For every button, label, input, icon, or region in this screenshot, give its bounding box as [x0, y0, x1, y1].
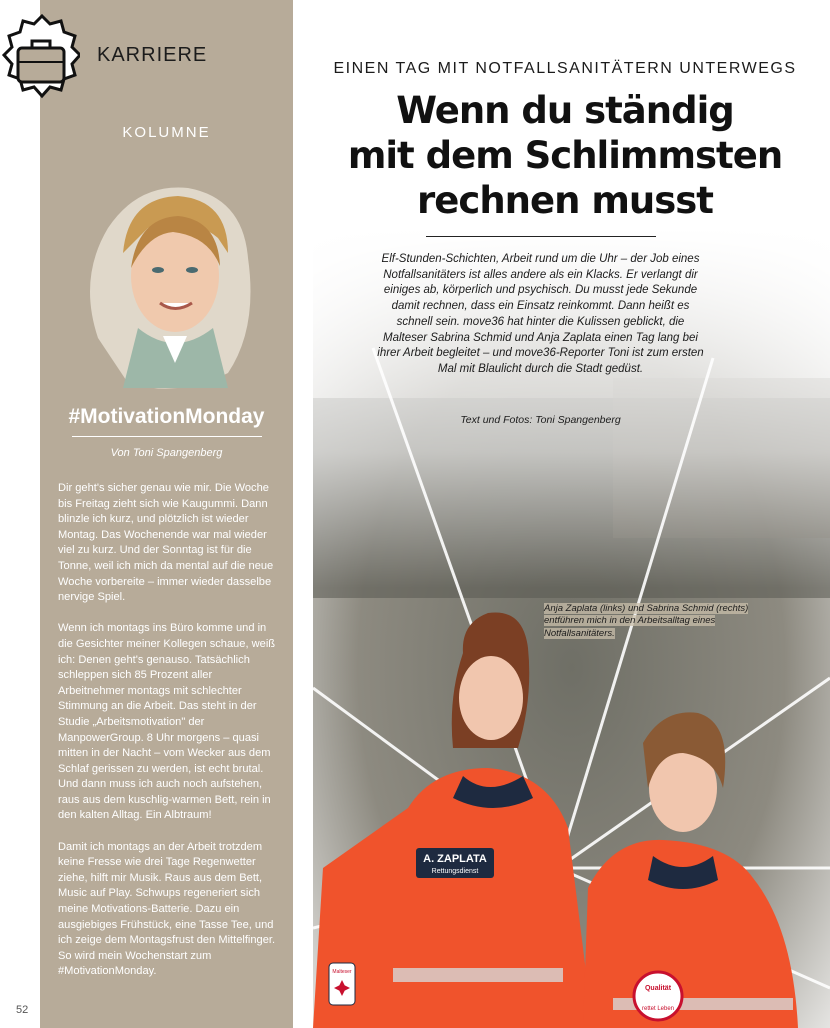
malteser-patch	[329, 963, 355, 1005]
headline-divider	[426, 236, 656, 237]
name-tag-name: A. ZAPLATA	[423, 853, 487, 865]
malteser-patch-label: Malteser	[332, 969, 352, 975]
headline-line: rechnen musst	[417, 179, 713, 222]
column-paragraph: Damit ich montags an der Arbeit trotzdem keine Fresse wie drei Tage Regenwetter ziehe, hilft mir Musik. Raus aus dem Bett, Music auf Play. Schwups regeneriert sich meine Motivations-Batterie. Dazu ein ausgiebiges Frühstück, eine Tasse Tee, und ich zeige dem Montagsfrust den Mittelfinger. So wird mein Wochenstart zum #MotivationMonday.	[58, 840, 276, 978]
section-badge	[0, 8, 80, 104]
quality-patch-sub: rettet Leben	[641, 1006, 675, 1012]
briefcase-icon	[18, 41, 64, 82]
article-intro: Elf-Stunden-Schichten, Arbeit rund um die Uhr – der Job eines Notfallsanitäters ist alles andere als ein Klacks. Er verlangt dir einiges ab, körperlich und psychisch. Du musst jede Sekunde damit rechnen, dass ein Einsatz reinkommt. Dann heißt es schnell sein. move36 hat hinter die Kulissen geblickt, die Malteser Sabrina Schmid und Anja Zaplata einen Tag lang bei ihrer Arbeit begleitet – und move36-Reporter Toni ist zum ersten Mal mit Blaulicht durch die Stadt gedüst.	[377, 253, 704, 375]
headline-line: Wenn du ständig	[396, 89, 734, 132]
article-headline	[300, 88, 830, 223]
quality-patch-title: Qualität	[644, 985, 672, 992]
headline-line: mit dem Schlimmsten	[347, 134, 783, 177]
article-credit: Text und Fotos: Toni Spangenberg	[460, 414, 621, 426]
column-byline: Von Toni Spangenberg	[110, 447, 223, 459]
photo-caption-text: Anja Zaplata (links) und Sabrina Schmid (rechts) entführen mich in den Arbeitsalltag eines Notfallsanitäters.	[544, 603, 749, 639]
name-tag-role: Rettungsdienst	[431, 868, 479, 875]
column-paragraph: Dir geht's sicher genau wie mir. Die Woche bis Freitag zieht sich wie Kaugummi. Dann blinzle ich kurz, und plötzlich ist wieder Montag. Das Wochenende war mal wieder viel zu kurz. Und der Sonntag ist für die Tonne, weil ich mich da mental auf die neue Woche vorbereite – immer wieder dasselbe nervige Spiel.	[58, 482, 274, 604]
column-body	[58, 481, 280, 996]
author-portrait	[68, 158, 268, 394]
section-label: KARRIERE	[97, 44, 208, 66]
article-kicker: EINEN TAG MIT NOTFALLSANITÄTERN UNTERWEGS	[333, 60, 797, 77]
name-tag	[416, 848, 494, 878]
column-paragraph: Wenn ich montags ins Büro komme und in die Gesichter meiner Kollegen schaue, weiß ich: Denen geht's genauso. Tatsächlich schleppen sich 85 Prozent aller Arbeitnehmer montags mit schlechter Stimmung an die Arbeit. Das steht in der Studie „Arbeitsmotivation" der ManpowerGroup. 8 Uhr morgens – quasi mitten in der Nacht – vom Wecker aus dem Schlaf gerissen zu werden, ist echt brutal. Und dann muss ich auch noch aufstehen, raus aus dem kuschlig-warmen Bett, rein in den kalten Alltag. Ein Albtraum!	[58, 622, 276, 822]
column-hashtag: #MotivationMonday	[68, 405, 265, 428]
page-number: 52	[16, 1004, 29, 1016]
quality-patch	[634, 972, 682, 1020]
photo-caption	[544, 603, 764, 640]
hashtag-divider	[72, 436, 262, 437]
column-label: KOLUMNE	[122, 124, 211, 141]
